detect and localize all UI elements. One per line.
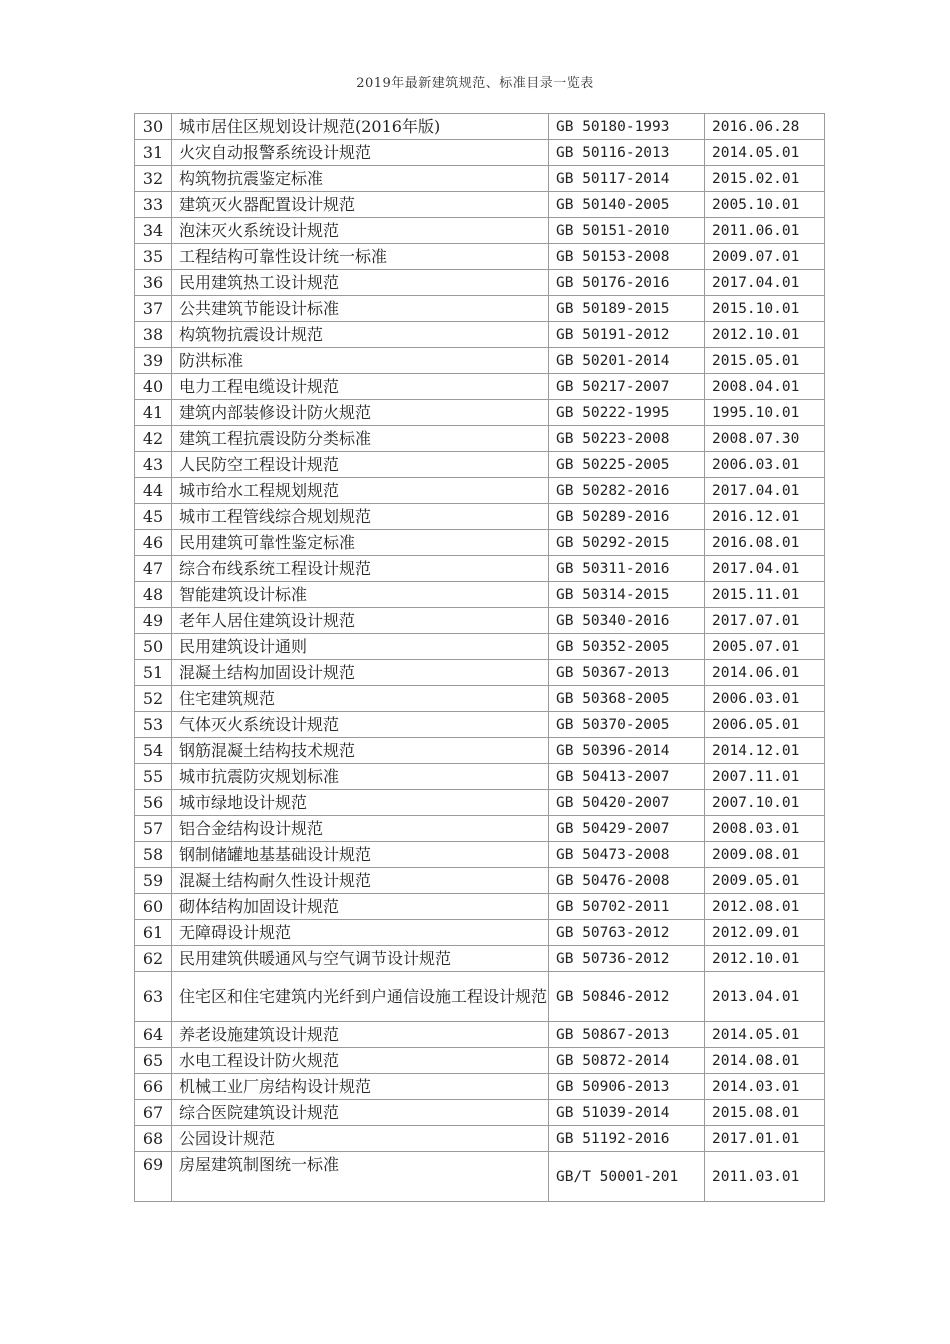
standard-name: 城市工程管线综合规划规范	[172, 504, 549, 530]
standard-code: GB 50222-1995	[549, 400, 705, 426]
effective-date: 2011.03.01	[705, 1152, 825, 1202]
standard-code: GB 50223-2008	[549, 426, 705, 452]
standard-code: GB 50352-2005	[549, 634, 705, 660]
standard-code: GB 50473-2008	[549, 842, 705, 868]
standard-name: 养老设施建筑设计规范	[172, 1022, 549, 1048]
table-row	[135, 192, 825, 218]
effective-date: 2015.10.01	[705, 296, 825, 322]
effective-date: 2016.08.01	[705, 530, 825, 556]
table-row	[135, 166, 825, 192]
table-row	[135, 894, 825, 920]
standard-name: 民用建筑热工设计规范	[172, 270, 549, 296]
standard-code: GB 50225-2005	[549, 452, 705, 478]
table-row	[135, 556, 825, 582]
effective-date: 2006.05.01	[705, 712, 825, 738]
standard-code: GB 50429-2007	[549, 816, 705, 842]
row-number: 41	[135, 400, 172, 426]
effective-date: 2014.06.01	[705, 660, 825, 686]
row-number: 38	[135, 322, 172, 348]
standard-code: GB 50736-2012	[549, 946, 705, 972]
standard-name: 建筑灭火器配置设计规范	[172, 192, 549, 218]
standard-code: GB 50702-2011	[549, 894, 705, 920]
table-row	[135, 946, 825, 972]
table-row	[135, 790, 825, 816]
effective-date: 2008.03.01	[705, 816, 825, 842]
row-number: 46	[135, 530, 172, 556]
row-number: 63	[135, 972, 172, 1022]
standard-name: 电力工程电缆设计规范	[172, 374, 549, 400]
table-row	[135, 244, 825, 270]
effective-date: 2014.03.01	[705, 1074, 825, 1100]
table-row	[135, 764, 825, 790]
standard-code: GB 50292-2015	[549, 530, 705, 556]
standards-table	[134, 113, 825, 1202]
standard-name: 防洪标准	[172, 348, 549, 374]
row-number: 45	[135, 504, 172, 530]
standard-code: GB 50217-2007	[549, 374, 705, 400]
effective-date: 2017.07.01	[705, 608, 825, 634]
row-number: 59	[135, 868, 172, 894]
row-number: 53	[135, 712, 172, 738]
table-row	[135, 530, 825, 556]
effective-date: 2015.05.01	[705, 348, 825, 374]
standard-name: 混凝土结构耐久性设计规范	[172, 868, 549, 894]
table-row	[135, 660, 825, 686]
table-row	[135, 972, 825, 1022]
standard-name: 工程结构可靠性设计统一标准	[172, 244, 549, 270]
effective-date: 2005.07.01	[705, 634, 825, 660]
row-number: 47	[135, 556, 172, 582]
standard-name: 构筑物抗震设计规范	[172, 322, 549, 348]
standard-code: GB 50153-2008	[549, 244, 705, 270]
standard-name: 城市给水工程规划规范	[172, 478, 549, 504]
effective-date: 2014.12.01	[705, 738, 825, 764]
effective-date: 2014.05.01	[705, 140, 825, 166]
standard-name: 城市居住区规划设计规范(2016年版)	[172, 114, 549, 140]
effective-date: 2012.10.01	[705, 946, 825, 972]
standard-name: 钢制储罐地基基础设计规范	[172, 842, 549, 868]
row-number: 43	[135, 452, 172, 478]
standard-code: GB 50151-2010	[549, 218, 705, 244]
standard-code: GB 50846-2012	[549, 972, 705, 1022]
row-number: 44	[135, 478, 172, 504]
table-row	[135, 374, 825, 400]
row-number: 57	[135, 816, 172, 842]
row-number: 67	[135, 1100, 172, 1126]
standard-name: 民用建筑设计通则	[172, 634, 549, 660]
effective-date: 2012.10.01	[705, 322, 825, 348]
standard-code: GB 50370-2005	[549, 712, 705, 738]
row-number: 61	[135, 920, 172, 946]
row-number: 32	[135, 166, 172, 192]
row-number: 35	[135, 244, 172, 270]
row-number: 66	[135, 1074, 172, 1100]
table-row	[135, 322, 825, 348]
standard-code: GB 50872-2014	[549, 1048, 705, 1074]
standard-name: 建筑内部装修设计防火规范	[172, 400, 549, 426]
row-number: 40	[135, 374, 172, 400]
standard-name: 住宅区和住宅建筑内光纤到户通信设施工程设计规范	[172, 972, 549, 1022]
standard-code: GB 50180-1993	[549, 114, 705, 140]
effective-date: 2008.04.01	[705, 374, 825, 400]
standard-name: 混凝土结构加固设计规范	[172, 660, 549, 686]
standard-code: GB 50396-2014	[549, 738, 705, 764]
standard-code: GB 50476-2008	[549, 868, 705, 894]
effective-date: 2007.10.01	[705, 790, 825, 816]
effective-date: 2014.08.01	[705, 1048, 825, 1074]
standard-code: GB 50176-2016	[549, 270, 705, 296]
standard-code: GB 51192-2016	[549, 1126, 705, 1152]
effective-date: 2015.02.01	[705, 166, 825, 192]
effective-date: 1995.10.01	[705, 400, 825, 426]
standard-code: GB 50413-2007	[549, 764, 705, 790]
effective-date: 2009.05.01	[705, 868, 825, 894]
row-number: 51	[135, 660, 172, 686]
effective-date: 2006.03.01	[705, 686, 825, 712]
effective-date: 2017.01.01	[705, 1126, 825, 1152]
effective-date: 2006.03.01	[705, 452, 825, 478]
standard-name: 砌体结构加固设计规范	[172, 894, 549, 920]
standards-table-body	[135, 114, 825, 1202]
standard-name: 老年人居住建筑设计规范	[172, 608, 549, 634]
row-number: 33	[135, 192, 172, 218]
row-number: 36	[135, 270, 172, 296]
table-row	[135, 296, 825, 322]
table-row	[135, 816, 825, 842]
table-row	[135, 452, 825, 478]
effective-date: 2009.07.01	[705, 244, 825, 270]
table-row	[135, 426, 825, 452]
standard-name: 建筑工程抗震设防分类标准	[172, 426, 549, 452]
table-row	[135, 712, 825, 738]
standard-code: GB 50906-2013	[549, 1074, 705, 1100]
effective-date: 2008.07.30	[705, 426, 825, 452]
standard-code: GB 50314-2015	[549, 582, 705, 608]
row-number: 39	[135, 348, 172, 374]
effective-date: 2014.05.01	[705, 1022, 825, 1048]
standard-code: GB 50191-2012	[549, 322, 705, 348]
standard-name: 无障碍设计规范	[172, 920, 549, 946]
effective-date: 2007.11.01	[705, 764, 825, 790]
effective-date: 2017.04.01	[705, 556, 825, 582]
row-number: 54	[135, 738, 172, 764]
standard-code: GB 50340-2016	[549, 608, 705, 634]
table-row	[135, 1074, 825, 1100]
standard-code: GB 50140-2005	[549, 192, 705, 218]
table-row	[135, 348, 825, 374]
row-number: 50	[135, 634, 172, 660]
standard-code: GB 51039-2014	[549, 1100, 705, 1126]
row-number: 31	[135, 140, 172, 166]
table-row	[135, 1126, 825, 1152]
standard-code: GB 50116-2013	[549, 140, 705, 166]
table-row	[135, 1022, 825, 1048]
effective-date: 2005.10.01	[705, 192, 825, 218]
table-row	[135, 634, 825, 660]
table-row	[135, 1048, 825, 1074]
standard-code: GB 50311-2016	[549, 556, 705, 582]
standard-name: 水电工程设计防火规范	[172, 1048, 549, 1074]
effective-date: 2015.08.01	[705, 1100, 825, 1126]
row-number: 62	[135, 946, 172, 972]
standard-name: 房屋建筑制图统一标准	[172, 1152, 549, 1202]
effective-date: 2012.09.01	[705, 920, 825, 946]
standard-name: 综合医院建筑设计规范	[172, 1100, 549, 1126]
standard-code: GB 50282-2016	[549, 478, 705, 504]
standard-name: 泡沫灭火系统设计规范	[172, 218, 549, 244]
standard-name: 城市抗震防灾规划标准	[172, 764, 549, 790]
standard-name: 住宅建筑规范	[172, 686, 549, 712]
standard-code: GB 50763-2012	[549, 920, 705, 946]
table-row	[135, 686, 825, 712]
table-row	[135, 582, 825, 608]
table-row	[135, 218, 825, 244]
standard-name: 火灾自动报警系统设计规范	[172, 140, 549, 166]
effective-date: 2016.06.28	[705, 114, 825, 140]
row-number: 69	[135, 1152, 172, 1202]
standard-name: 机械工业厂房结构设计规范	[172, 1074, 549, 1100]
table-row	[135, 842, 825, 868]
standard-code: GB 50367-2013	[549, 660, 705, 686]
table-row	[135, 868, 825, 894]
row-number: 37	[135, 296, 172, 322]
row-number: 52	[135, 686, 172, 712]
standard-code: GB 50189-2015	[549, 296, 705, 322]
standard-code: GB/T 50001-201	[549, 1152, 705, 1202]
effective-date: 2011.06.01	[705, 218, 825, 244]
effective-date: 2012.08.01	[705, 894, 825, 920]
row-number: 68	[135, 1126, 172, 1152]
table-row	[135, 114, 825, 140]
standard-name: 综合布线系统工程设计规范	[172, 556, 549, 582]
standard-name: 公园设计规范	[172, 1126, 549, 1152]
row-number: 55	[135, 764, 172, 790]
standard-name: 民用建筑可靠性鉴定标准	[172, 530, 549, 556]
standard-name: 城市绿地设计规范	[172, 790, 549, 816]
table-row	[135, 140, 825, 166]
effective-date: 2013.04.01	[705, 972, 825, 1022]
table-row	[135, 738, 825, 764]
row-number: 60	[135, 894, 172, 920]
standard-name: 公共建筑节能设计标准	[172, 296, 549, 322]
table-row	[135, 920, 825, 946]
row-number: 56	[135, 790, 172, 816]
standard-name: 人民防空工程设计规范	[172, 452, 549, 478]
page-header-title: 2019年最新建筑规范、标准目录一览表	[356, 76, 594, 91]
standard-name: 智能建筑设计标准	[172, 582, 549, 608]
row-number: 65	[135, 1048, 172, 1074]
standard-name: 钢筋混凝土结构技术规范	[172, 738, 549, 764]
row-number: 30	[135, 114, 172, 140]
effective-date: 2017.04.01	[705, 270, 825, 296]
effective-date: 2017.04.01	[705, 478, 825, 504]
table-row	[135, 478, 825, 504]
table-row	[135, 1100, 825, 1126]
standard-code: GB 50201-2014	[549, 348, 705, 374]
effective-date: 2016.12.01	[705, 504, 825, 530]
row-number: 42	[135, 426, 172, 452]
table-row	[135, 400, 825, 426]
table-row	[135, 504, 825, 530]
row-number: 49	[135, 608, 172, 634]
standard-name: 民用建筑供暖通风与空气调节设计规范	[172, 946, 549, 972]
row-number: 58	[135, 842, 172, 868]
row-number: 64	[135, 1022, 172, 1048]
row-number: 34	[135, 218, 172, 244]
standard-code: GB 50420-2007	[549, 790, 705, 816]
effective-date: 2015.11.01	[705, 582, 825, 608]
effective-date: 2009.08.01	[705, 842, 825, 868]
table-row	[135, 1152, 825, 1202]
standard-name: 构筑物抗震鉴定标准	[172, 166, 549, 192]
standard-name: 铝合金结构设计规范	[172, 816, 549, 842]
standard-name: 气体灭火系统设计规范	[172, 712, 549, 738]
table-row	[135, 608, 825, 634]
standard-code: GB 50368-2005	[549, 686, 705, 712]
standard-code: GB 50867-2013	[549, 1022, 705, 1048]
table-row	[135, 270, 825, 296]
standard-code: GB 50117-2014	[549, 166, 705, 192]
standard-code: GB 50289-2016	[549, 504, 705, 530]
row-number: 48	[135, 582, 172, 608]
